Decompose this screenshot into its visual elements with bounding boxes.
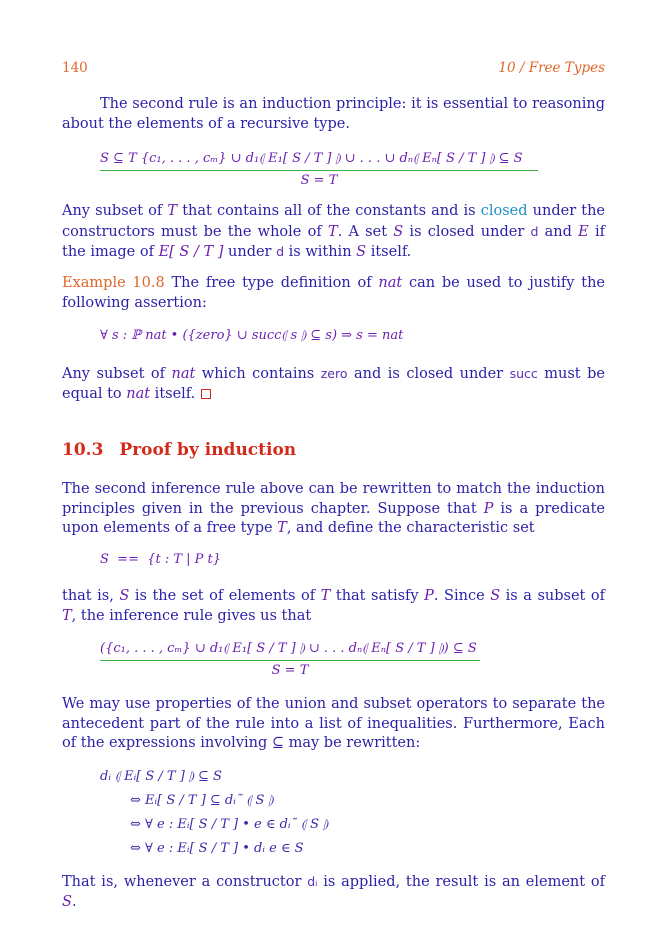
- paragraph-intro: The second rule is an induction principle: it is essential to reasoning about the elements of a recursive type.: [62, 96, 605, 132]
- derivation: [100, 765, 328, 861]
- derivation-line: dᵢ ⦇ Eᵢ[ S / T ] ⦈ ⊆ S: [100, 769, 222, 784]
- rule-1-conclusion: S = T: [300, 173, 338, 188]
- page-number: 140: [62, 60, 88, 76]
- section-number: 10.3: [62, 440, 104, 460]
- rule-2-premise: ({c₁, . . . , cₘ} ∪ d₁⦇ E₁[ S / T ] ⦈ ∪ . . . dₙ⦇ Eₙ[ S / T ] ⦈) ⊆ S: [100, 641, 477, 656]
- example-formula: ∀ s : ℙ nat • ({zero} ∪ succ⦇ s ⦈ ⊆ s) ⇒ s = nat: [100, 328, 404, 343]
- example-10-8: Example 10.8 The free type definition of nat can be used to justify the following assertion:: [62, 275, 605, 311]
- page-header: [62, 60, 605, 78]
- term-closed: closed: [480, 203, 528, 219]
- inference-rule-2: [100, 640, 480, 681]
- example-conclusion: Any subset of nat which contains zero and is closed under succ must be equal to nat itself.: [62, 366, 605, 402]
- paragraph-final: That is, whenever a constructor dᵢ is applied, the result is an element of S.: [62, 874, 605, 910]
- end-of-example-box: [201, 389, 211, 399]
- example-label: Example 10.8: [62, 275, 165, 291]
- section-title: Proof by induction: [119, 440, 297, 460]
- paragraph-induction: The second inference rule above can be rewritten to match the induction principles given in the previous chapter. Suppose that P is a predicate upon elements of a free type T, and define the characteristic set: [62, 481, 605, 536]
- paragraph-closed: Any subset of T that contains all of the constants and is closed under the constructors must be the whole of T. A set S is closed under d and E if the image of E[ S / T ] under d is within S itself.: [62, 203, 606, 260]
- rule-1-premise: S ⊆ T {c₁, . . . , cₘ} ∪ d₁⦇ E₁[ S / T ] ⦈ ∪ . . . ∪ dₙ⦇ Eₙ[ S / T ] ⦈ ⊆ S: [100, 151, 523, 166]
- paragraph-properties: We may use properties of the union and subset operators to separate the antecedent part of the rule into a list of inequalities. Furthermore, Each of the expressions involving ⊆ may be rewritten:: [62, 696, 605, 751]
- rule-2-conclusion: S = T: [271, 663, 309, 678]
- derivation-line: ⇔ ∀ e : Eᵢ[ S / T ] • dᵢ e ∈ S: [130, 841, 304, 856]
- derivation-line: ⇔ Eᵢ[ S / T ] ⊆ dᵢ˜ ⦇ S ⦈: [130, 793, 274, 808]
- characteristic-set-definition: S == {t : T | P t}: [100, 552, 222, 567]
- section-heading: [62, 440, 296, 460]
- inference-rule-1: [100, 150, 538, 191]
- paragraph-that-is: that is, S is the set of elements of T that satisfy P. Since S is a subset of T, the inference rule gives us that: [62, 588, 606, 624]
- running-title: 10 / Free Types: [498, 60, 605, 76]
- derivation-line: ⇔ ∀ e : Eᵢ[ S / T ] • e ∈ dᵢ˜ ⦇ S ⦈: [130, 817, 329, 832]
